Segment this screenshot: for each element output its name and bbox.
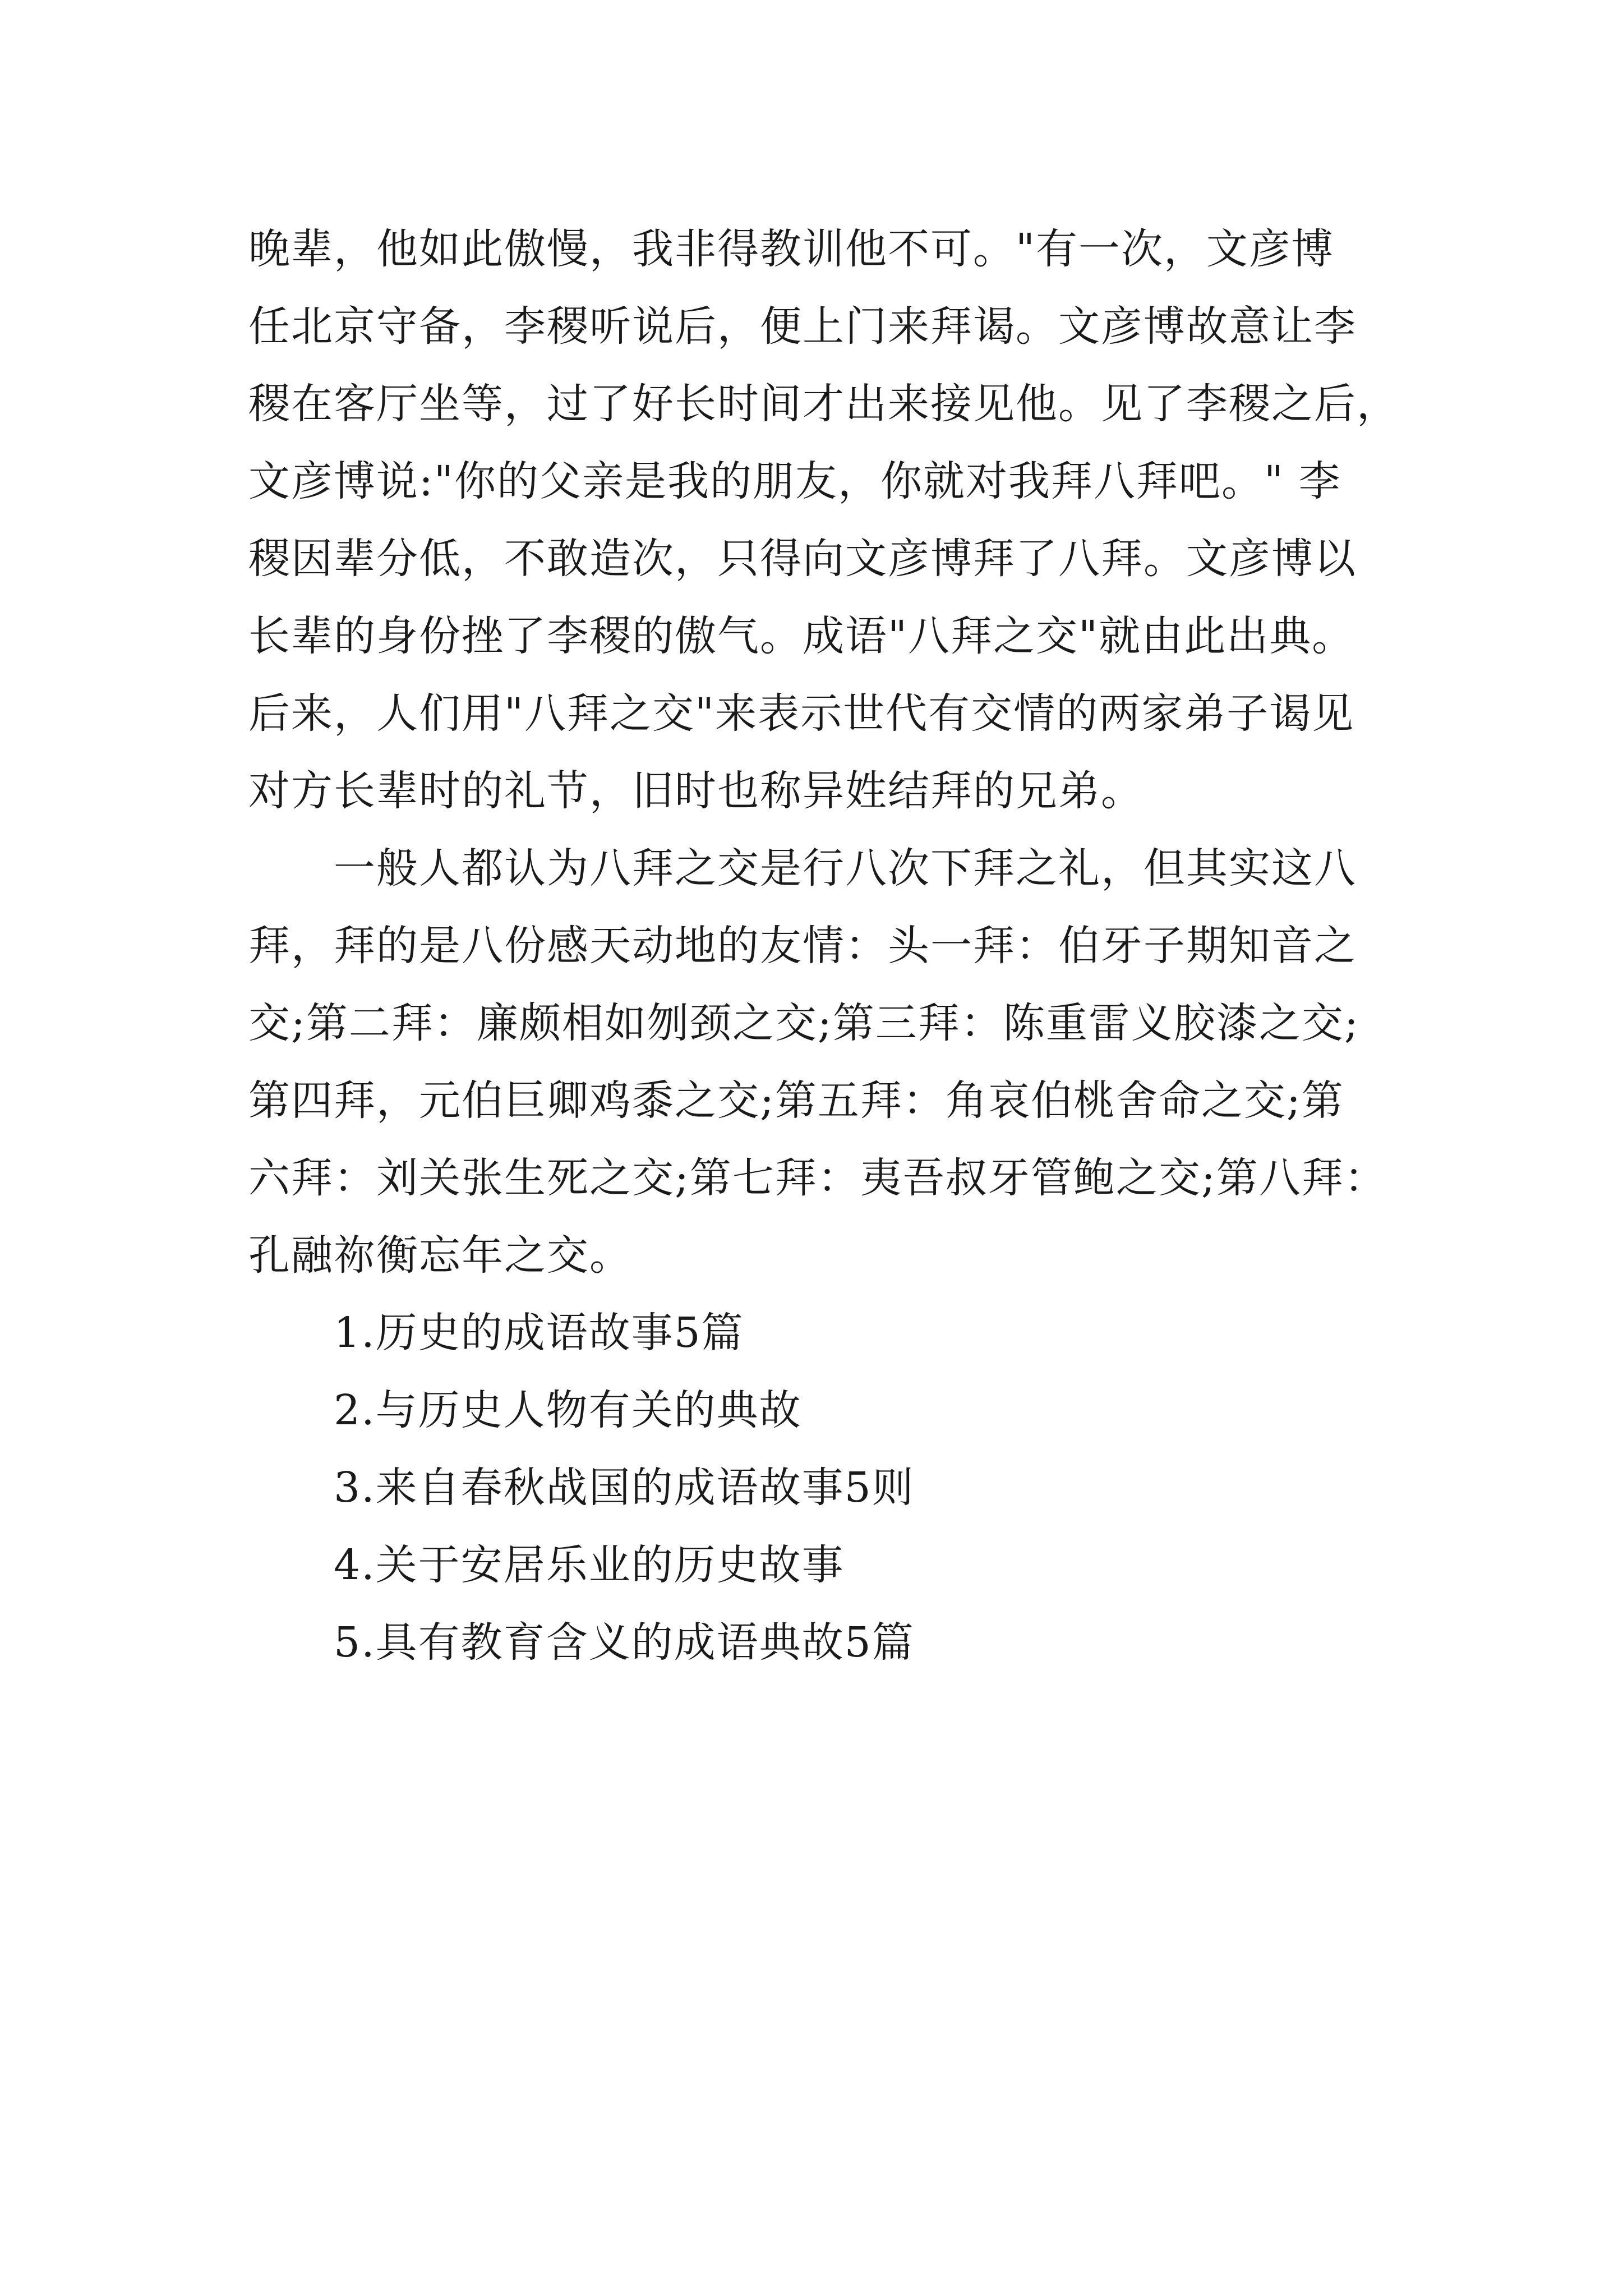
text-line: 六拜：刘关张生死之交;第七拜：夷吾叔牙管鲍之交;第八拜： [248, 1154, 1387, 1202]
related-article-link[interactable]: 2.与历史人物有关的典故 [334, 1386, 802, 1434]
text-line: 后来，人们用"八拜之交"来表示世代有交情的两家弟子谒见 [248, 689, 1355, 738]
text-line: 稷在客厅坐等，过了好长时间才出来接见他。见了李稷之后， [248, 380, 1399, 428]
related-article-link[interactable]: 3.来自春秋战国的成语故事5则 [334, 1464, 915, 1512]
text-line: 晚辈，他如此傲慢，我非得教训他不可。"有一次，文彦博 [248, 225, 1335, 273]
document-body [248, 210, 1399, 1681]
related-article-link[interactable]: 5.具有教育含义的成语典故5篇 [334, 1618, 915, 1667]
text-line: 文彦博说:"你的父亲是我的朋友，你就对我拜八拜吧。" 李 [248, 457, 1341, 505]
paragraph-story [248, 210, 1399, 830]
related-article-link[interactable]: 4.关于安居乐业的历史故事 [334, 1541, 845, 1589]
text-line: 拜，拜的是八份感天动地的友情：头一拜：伯牙子期知音之 [248, 922, 1357, 970]
text-line: 第四拜，元伯巨卿鸡黍之交;第五拜：角哀伯桃舍命之交;第 [248, 1076, 1344, 1125]
text-line: 一般人都认为八拜之交是行八次下拜之礼，但其实这八 [334, 844, 1357, 892]
related-articles-list [248, 1294, 1393, 1681]
text-line: 孔融祢衡忘年之交。 [248, 1231, 632, 1280]
text-line: 对方长辈时的礼节，旧时也称异姓结拜的兄弟。 [248, 767, 1144, 815]
text-line: 稷因辈分低，不敢造次，只得向文彦博拜了八拜。文彦博以 [248, 535, 1357, 583]
text-line: 交;第二拜：廉颇相如刎颈之交;第三拜：陈重雷义胶漆之交; [248, 999, 1359, 1047]
text-line: 任北京守备，李稷听说后，便上门来拜谒。文彦博故意让李 [248, 302, 1357, 351]
related-article-link[interactable]: 1.历史的成语故事5篇 [334, 1309, 744, 1357]
text-line: 长辈的身份挫了李稷的傲气。成语"八拜之交"就由此出典。 [248, 612, 1355, 660]
paragraph-eight-bows [248, 830, 1393, 1294]
